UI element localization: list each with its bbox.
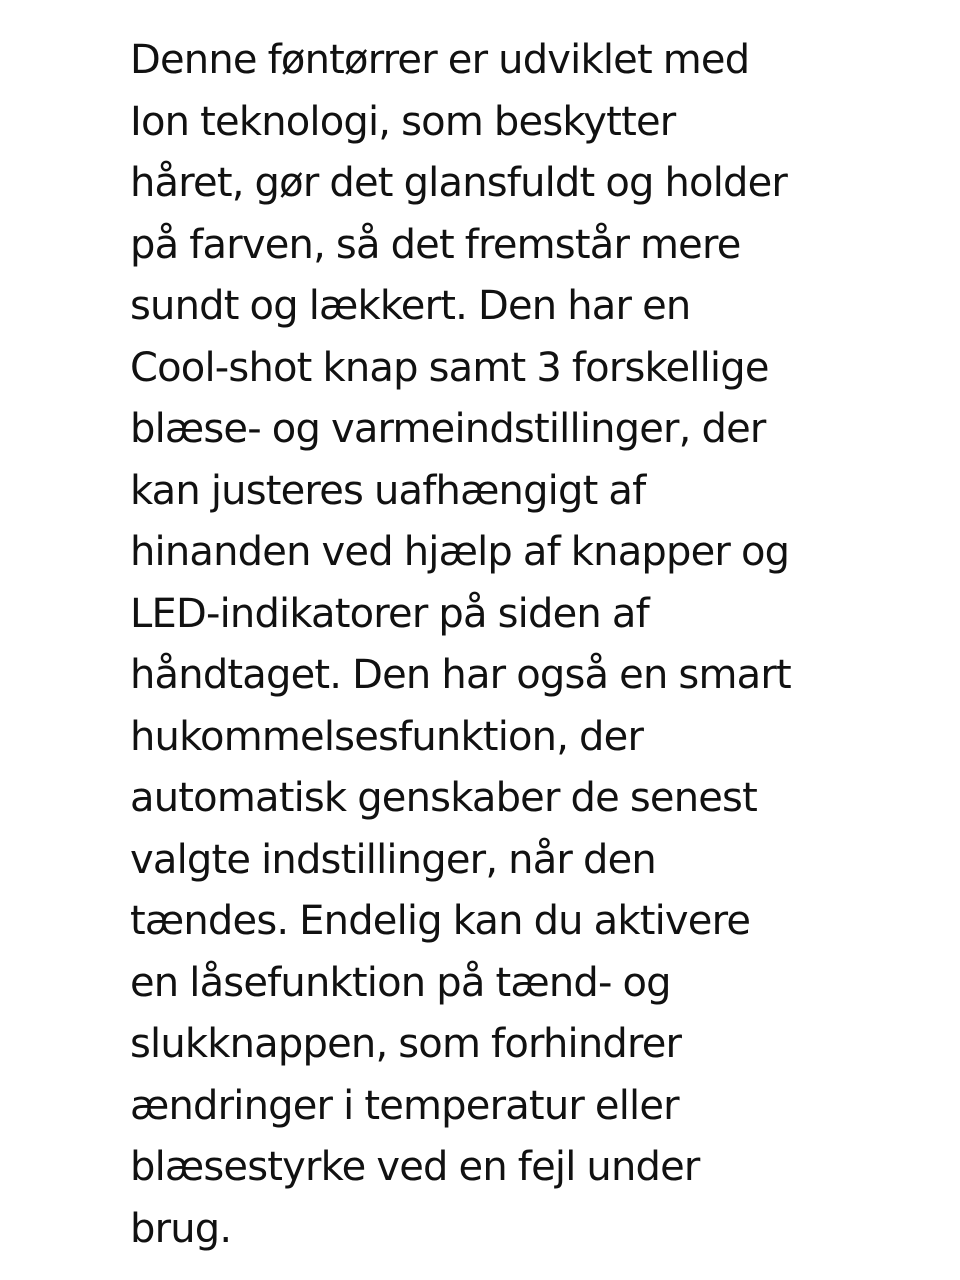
description-line: hukommelsesfunktion, der [130,713,644,760]
description-line: håndtaget. Den har også en smart [130,652,791,698]
description-line: sundt og lækkert. Den har en [130,283,691,329]
description-line: håret, gør det glansfuldt og holder [130,160,788,206]
description-line: automatisk genskaber de senest [130,775,757,821]
description-line: hinanden ved hjælp af knapper og [130,529,790,575]
description-line: slukknappen, som forhindrer [130,1021,682,1067]
description-line: brug. [130,1205,232,1252]
description-line: Ion teknologi, som beskytter [130,98,676,145]
product-description [130,30,930,1260]
description-line: blæsestyrke ved en fejl under [130,1144,700,1190]
description-line: tændes. Endelig kan du aktivere [130,898,751,944]
description-line: blæse- og varmeindstillinger, der [130,406,766,452]
description-line: på farven, så det fremstår mere [130,221,741,268]
description-line: Denne føntørrer er udviklet med [130,37,750,83]
description-line: kan justeres uafhængigt af [130,467,646,514]
description-line: LED-indikatorer på siden af [130,590,649,637]
description-line: en låsefunktion på tænd- og [130,959,671,1006]
description-line: valgte indstillinger, når den [130,836,656,883]
description-line: Cool-shot knap samt 3 forskellige [130,344,769,391]
description-line: ændringer i temperatur eller [130,1082,679,1129]
